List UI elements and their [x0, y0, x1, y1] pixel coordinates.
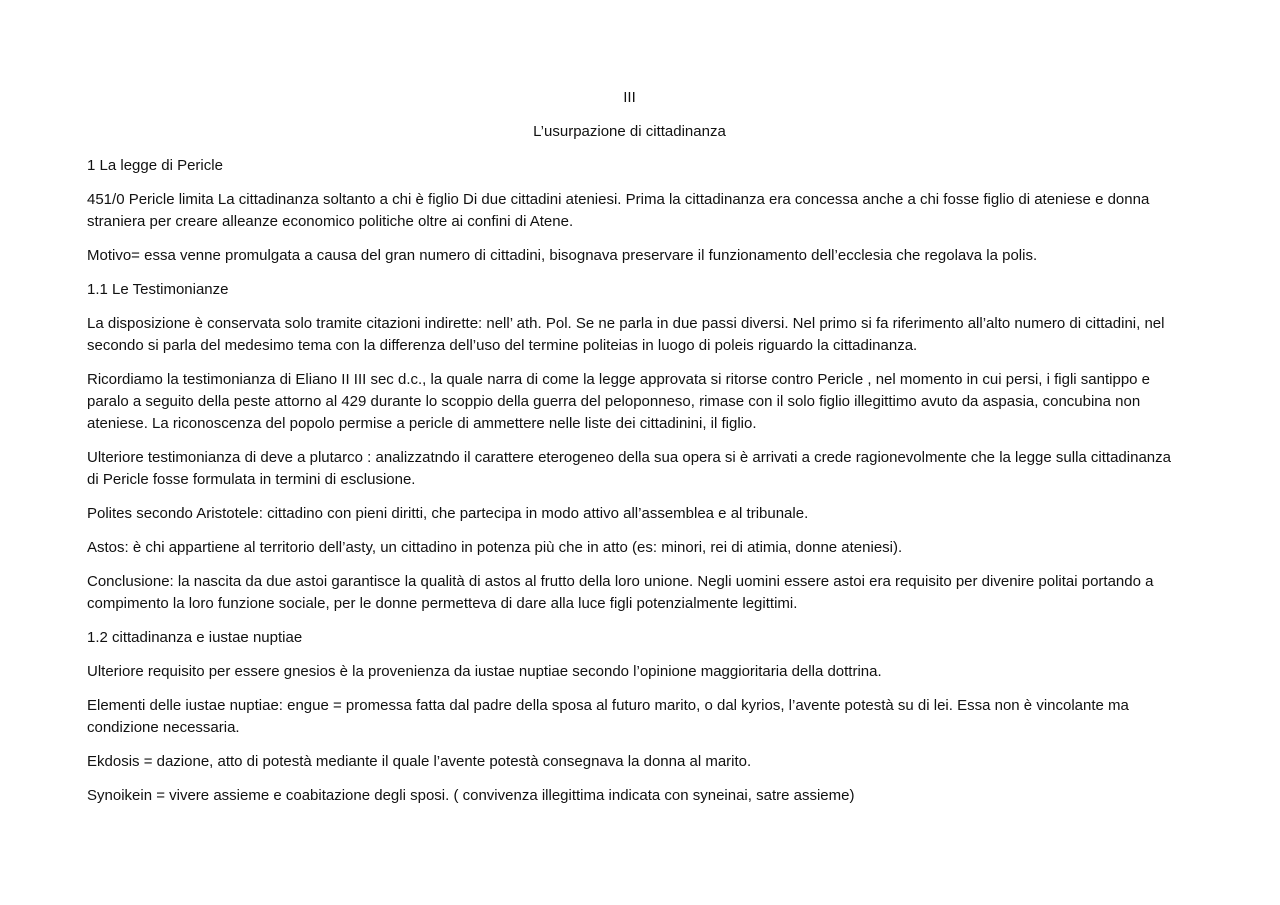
paragraph: Ricordiamo la testimonianza di Eliano II III sec d.c., la quale narra di come la legge approvata si ritorse contro Pericle , nel momento in cui persi, i figli santippo e paralo a seguito della peste attorno al 429 durante lo scoppio della guerra del peloponneso, rimase con il solo figlio illegittimo avuto da aspasia, concubina non ateniese. La riconoscenza del popolo permise a pericle di ammettere nelle liste dei cittadinini, il figlio. [87, 371, 1151, 432]
paragraph: Conclusione: la nascita da due astoi garantisce la qualità di astos al frutto della loro unione. Negli uomini essere astoi era requisito per divenire politai portando a compimento la loro funzione sociale, per le donne permetteva di dare alla luce figli potenzialmente legittimi. [87, 573, 1154, 612]
paragraph: Polites secondo Aristotele: cittadino con pieni diritti, che partecipa in modo attivo all’assemblea e al tribunale. [87, 505, 809, 522]
chapter-title: L’usurpazione di cittadinanza [533, 123, 726, 140]
section-heading-1: 1 La legge di Pericle [87, 157, 223, 174]
paragraph: Motivo= essa venne promulgata a causa del gran numero di cittadini, bisognava preservare il funzionamento dell’ecclesia che regolava la polis. [87, 247, 1038, 264]
section-heading-1-2: 1.2 cittadinanza e iustae nuptiae [87, 629, 303, 646]
paragraph: La disposizione è conservata solo tramite citazioni indirette: nell’ ath. Pol. Se ne parla in due passi diversi. Nel primo si fa riferimento all’alto numero di cittadini, nel secondo si parla del medesimo tema con la differenza dell’uso del termine politeias in luogo di poleis riguardo la cittadinanza. [87, 315, 1165, 354]
paragraph: 451/0 Pericle limita La cittadinanza soltanto a chi è figlio Di due cittadini ateniesi. Prima la cittadinanza era concessa anche a chi fosse figlio di ateniese e donna straniera per creare alleanze economico politiche oltre ai confini di Atene. [87, 191, 1150, 230]
paragraph: Ekdosis = dazione, atto di potestà mediante il quale l’avente potestà consegnava la donna al marito. [87, 753, 752, 770]
paragraph: Synoikein = vivere assieme e coabitazione degli sposi. ( convivenza illegittima indicata con syneinai, satre assieme) [87, 787, 855, 804]
paragraph: Ulteriore testimonianza di deve a plutarco : analizzatndo il carattere eterogeneo della sua opera si è arrivati a crede ragionevolmente che la legge sulla cittadinanza di Pericle fosse formulata in termini di esclusione. [87, 449, 1171, 488]
paragraph: Elementi delle iustae nuptiae: engue = promessa fatta dal padre della sposa al futuro marito, o dal kyrios, l’avente potestà su di lei. Essa non è vincolante ma condizione necessaria. [87, 697, 1129, 736]
paragraph: Ulteriore requisito per essere gnesios è la provenienza da iustae nuptiae secondo l’opinione maggioritaria della dottrina. [87, 663, 882, 680]
paragraph: Astos: è chi appartiene al territorio dell’asty, un cittadino in potenza più che in atto (es: minori, rei di atimia, donne ateniesi). [87, 539, 903, 556]
chapter-number: III [623, 89, 636, 106]
section-heading-1-1: 1.1 Le Testimonianze [87, 281, 229, 298]
